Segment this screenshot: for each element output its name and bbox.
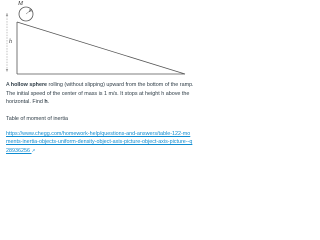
problem-prefix: A [6, 82, 11, 88]
mass-label: M [18, 1, 23, 7]
problem-object-term: hollow sphere [10, 82, 48, 88]
problem-body: rolling (without slipping) upward from the bottom of the ramp. The initial speed of the center of mass is 1 m/s. It stops at height h above the horizontal. Find [6, 82, 194, 106]
problem-end: . [47, 99, 50, 106]
ramp-figure [0, 0, 200, 80]
height-arrow-bottom [6, 69, 8, 72]
external-link-icon: ↗ [31, 147, 36, 153]
inertia-table-heading: Table of moment of inertia [6, 116, 69, 122]
inertia-table-link-text: https://www.chegg.com/homework-help/questions-and-answers/table-122-moments-inertia-objects-uniform-density-object-axis-picture-object-axis-picture--q28936256 [6, 131, 193, 154]
radius-label: R [29, 8, 32, 13]
problem-statement [6, 81, 196, 107]
problem-unknown: h [44, 99, 48, 106]
inertia-table-link[interactable] [6, 131, 194, 155]
height-label: h [9, 39, 12, 45]
height-arrow-top [6, 13, 8, 16]
ramp-incline [17, 22, 185, 74]
